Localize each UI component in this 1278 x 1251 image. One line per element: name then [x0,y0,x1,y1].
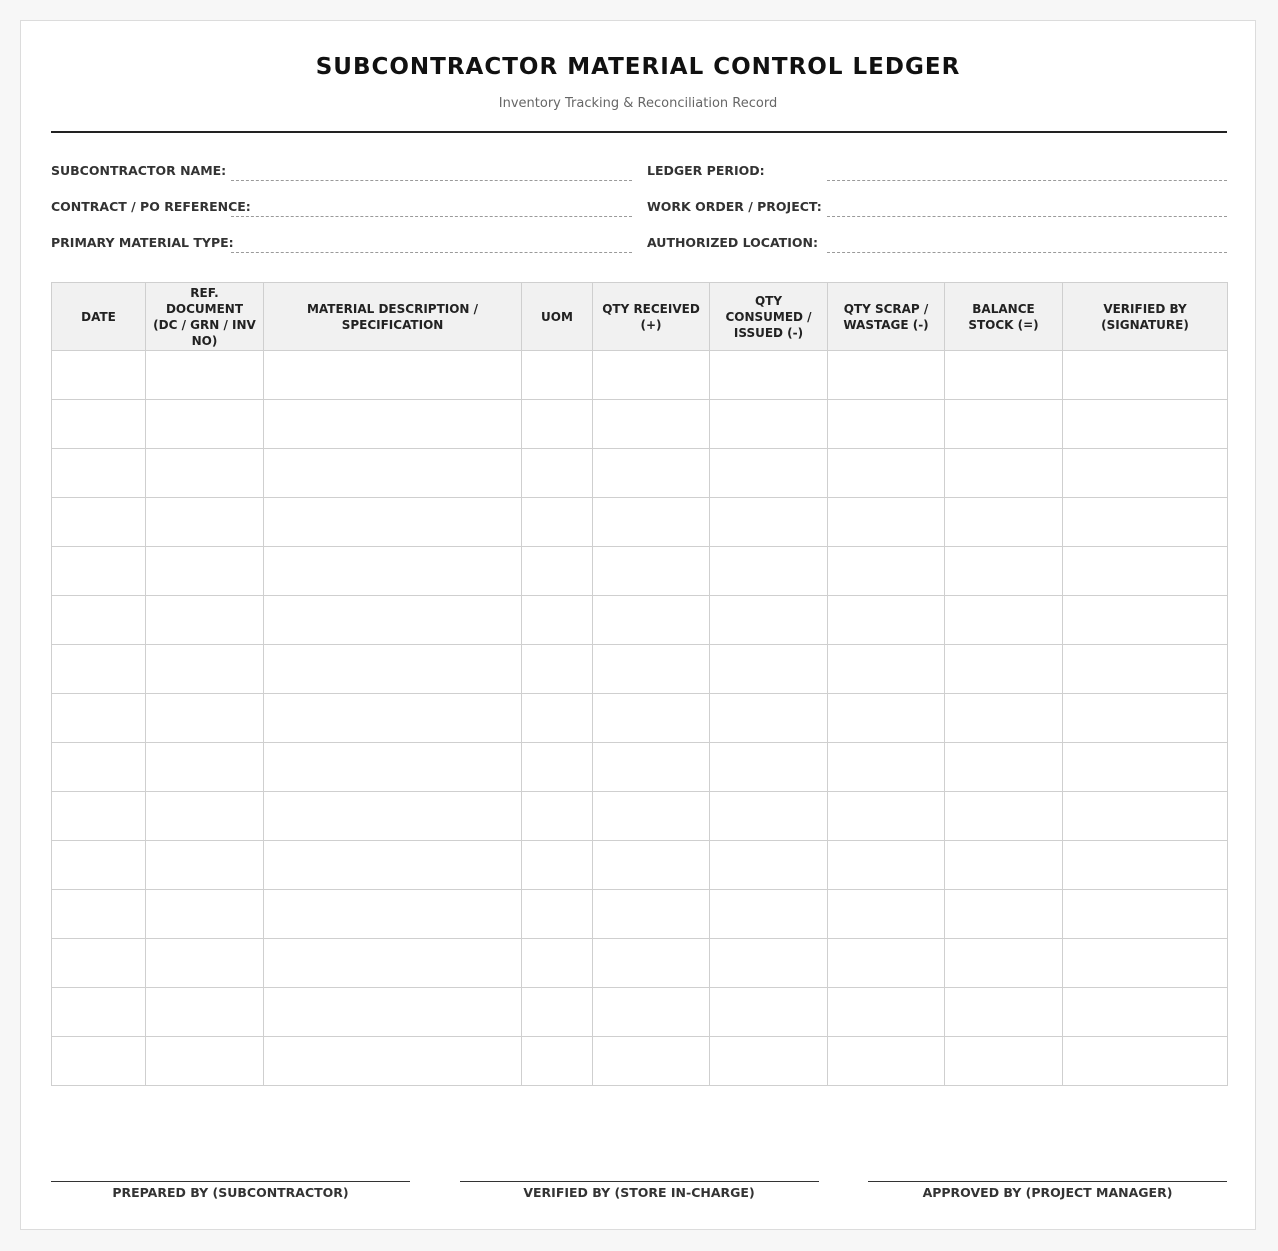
cell-uom[interactable] [522,547,593,596]
cell-uom[interactable] [522,596,593,645]
cell-ref-document[interactable] [146,988,264,1037]
table-row [52,596,1228,645]
table-header-row [52,283,1228,351]
cell-ref-document[interactable] [146,792,264,841]
cell-date[interactable] [52,1037,146,1086]
cell-verified-by[interactable] [1063,645,1228,694]
primary-material-type-field [51,231,632,253]
verified-by-signature[interactable]: VERIFIED BY (STORE IN-CHARGE) [460,1181,819,1200]
column-header-verified-by: VERIFIED BY (SIGNATURE) [1063,283,1228,351]
cell-qty-received[interactable] [593,841,710,890]
cell-qty-received[interactable] [593,1037,710,1086]
primary-material-type-label: PRIMARY MATERIAL TYPE: [51,235,234,250]
cell-uom[interactable] [522,400,593,449]
cell-material-description[interactable] [264,792,522,841]
cell-ref-document[interactable] [146,890,264,939]
cell-qty-consumed[interactable] [710,743,828,792]
ledger-period-label: LEDGER PERIOD: [647,163,765,178]
cell-qty-received[interactable] [593,694,710,743]
cell-qty-received[interactable] [593,596,710,645]
cell-qty-received[interactable] [593,939,710,988]
cell-ref-document[interactable] [146,449,264,498]
cell-qty-scrap[interactable] [828,890,945,939]
cell-qty-consumed[interactable] [710,547,828,596]
cell-material-description[interactable] [264,939,522,988]
cell-qty-received[interactable] [593,988,710,1037]
cell-qty-scrap[interactable] [828,988,945,1037]
cell-uom[interactable] [522,743,593,792]
table-row [52,890,1228,939]
ledger-period-line[interactable] [827,159,1227,181]
table-row [52,351,1228,400]
cell-material-description[interactable] [264,743,522,792]
contract-po-reference-field [51,195,632,217]
cell-balance-stock[interactable] [945,400,1063,449]
cell-qty-consumed[interactable] [710,1037,828,1086]
cell-qty-scrap[interactable] [828,449,945,498]
table-row [52,449,1228,498]
authorized-location-line[interactable] [827,231,1227,253]
cell-uom[interactable] [522,694,593,743]
cell-qty-received[interactable] [593,792,710,841]
page-subtitle: Inventory Tracking & Reconciliation Record [498,96,778,111]
cell-ref-document[interactable] [146,841,264,890]
details-row [51,231,1227,267]
cell-date[interactable] [52,939,146,988]
cell-balance-stock[interactable] [945,351,1063,400]
cell-qty-scrap[interactable] [828,400,945,449]
table-row [52,792,1228,841]
cell-qty-received[interactable] [593,645,710,694]
cell-ref-document[interactable] [146,743,264,792]
cell-qty-received[interactable] [593,351,710,400]
table-row [52,939,1228,988]
table-row [52,743,1228,792]
cell-uom[interactable] [522,449,593,498]
table-row [52,694,1228,743]
cell-verified-by[interactable] [1063,351,1228,400]
cell-ref-document[interactable] [146,547,264,596]
cell-verified-by[interactable] [1063,596,1228,645]
work-order-project-label: WORK ORDER / PROJECT: [647,199,822,214]
cell-qty-consumed[interactable] [710,939,828,988]
details-row [51,159,1227,195]
cell-uom[interactable] [522,841,593,890]
table-row [52,498,1228,547]
cell-balance-stock[interactable] [945,841,1063,890]
cell-material-description[interactable] [264,498,522,547]
column-header-uom: UOM [522,283,593,351]
signature-block [51,1181,1227,1200]
cell-qty-scrap[interactable] [828,547,945,596]
cell-date[interactable] [52,645,146,694]
authorized-location-label: AUTHORIZED LOCATION: [647,235,818,250]
cell-qty-consumed[interactable] [710,694,828,743]
subcontractor-name-field [51,159,632,181]
cell-date[interactable] [52,400,146,449]
cell-uom[interactable] [522,939,593,988]
cell-date[interactable] [52,890,146,939]
cell-qty-scrap[interactable] [828,841,945,890]
cell-ref-document[interactable] [146,645,264,694]
subcontractor-name-label: SUBCONTRACTOR NAME: [51,163,227,178]
cell-material-description[interactable] [264,400,522,449]
cell-qty-scrap[interactable] [828,1037,945,1086]
cell-date[interactable] [52,743,146,792]
cell-qty-scrap[interactable] [828,645,945,694]
column-header-date: DATE [52,283,146,351]
cell-balance-stock[interactable] [945,694,1063,743]
cell-date[interactable] [52,351,146,400]
cell-balance-stock[interactable] [945,547,1063,596]
cell-ref-document[interactable] [146,694,264,743]
cell-verified-by[interactable] [1063,1037,1228,1086]
cell-uom[interactable] [522,498,593,547]
cell-qty-scrap[interactable] [828,792,945,841]
prepared-by-signature[interactable]: PREPARED BY (SUBCONTRACTOR) [51,1181,410,1200]
cell-date[interactable] [52,694,146,743]
cell-uom[interactable] [522,890,593,939]
cell-uom[interactable] [522,988,593,1037]
cell-date[interactable] [52,596,146,645]
column-header-material-description: MATERIAL DESCRIPTION / SPECIFICATION [264,283,522,351]
cell-qty-scrap[interactable] [828,694,945,743]
details-row [51,195,1227,231]
contract-po-reference-label: CONTRACT / PO REFERENCE: [51,199,251,214]
cell-balance-stock[interactable] [945,645,1063,694]
cell-qty-scrap[interactable] [828,351,945,400]
work-order-project-field [647,195,1227,217]
cell-qty-consumed[interactable] [710,400,828,449]
cell-material-description[interactable] [264,449,522,498]
cell-date[interactable] [52,792,146,841]
cell-verified-by[interactable] [1063,890,1228,939]
cell-verified-by[interactable] [1063,449,1228,498]
table-row [52,988,1228,1037]
page-title: SUBCONTRACTOR MATERIAL CONTROL LEDGER [315,54,961,80]
table-row [52,547,1228,596]
table-row [52,841,1228,890]
cell-balance-stock[interactable] [945,498,1063,547]
cell-qty-received[interactable] [593,547,710,596]
cell-qty-consumed[interactable] [710,596,828,645]
ledger-details [51,159,1227,267]
primary-material-type-line[interactable] [231,231,632,253]
table-row [52,400,1228,449]
cell-uom[interactable] [522,645,593,694]
cell-verified-by[interactable] [1063,498,1228,547]
ledger-body [52,351,1228,1086]
cell-qty-received[interactable] [593,449,710,498]
contract-po-reference-line[interactable] [231,195,632,217]
cell-qty-received[interactable] [593,498,710,547]
cell-qty-scrap[interactable] [828,596,945,645]
cell-qty-consumed[interactable] [710,645,828,694]
cell-qty-consumed[interactable] [710,792,828,841]
authorized-location-field [647,231,1227,253]
cell-qty-consumed[interactable] [710,890,828,939]
approved-by-signature[interactable]: APPROVED BY (PROJECT MANAGER) [868,1181,1227,1200]
cell-ref-document[interactable] [146,596,264,645]
cell-balance-stock[interactable] [945,890,1063,939]
cell-qty-consumed[interactable] [710,449,828,498]
ledger-page [20,20,1256,1230]
cell-material-description[interactable] [264,1037,522,1086]
cell-verified-by[interactable] [1063,400,1228,449]
cell-balance-stock[interactable] [945,596,1063,645]
cell-qty-scrap[interactable] [828,498,945,547]
cell-qty-received[interactable] [593,400,710,449]
cell-ref-document[interactable] [146,351,264,400]
cell-balance-stock[interactable] [945,1037,1063,1086]
cell-ref-document[interactable] [146,498,264,547]
cell-date[interactable] [52,841,146,890]
cell-ref-document[interactable] [146,939,264,988]
cell-material-description[interactable] [264,645,522,694]
cell-uom[interactable] [522,351,593,400]
cell-material-description[interactable] [264,841,522,890]
cell-balance-stock[interactable] [945,792,1063,841]
ledger-period-field [647,159,1227,181]
cell-date[interactable] [52,498,146,547]
column-header-qty-consumed: QTY CONSUMED / ISSUED (-) [710,283,828,351]
cell-ref-document[interactable] [146,1037,264,1086]
cell-balance-stock[interactable] [945,449,1063,498]
cell-uom[interactable] [522,792,593,841]
cell-verified-by[interactable] [1063,743,1228,792]
column-header-qty-scrap: QTY SCRAP / WASTAGE (-) [828,283,945,351]
cell-qty-consumed[interactable] [710,498,828,547]
table-row [52,645,1228,694]
cell-material-description[interactable] [264,694,522,743]
cell-material-description[interactable] [264,988,522,1037]
cell-qty-scrap[interactable] [828,939,945,988]
work-order-project-line[interactable] [827,195,1227,217]
subcontractor-name-line[interactable] [231,159,632,181]
cell-uom[interactable] [522,1037,593,1086]
cell-verified-by[interactable] [1063,547,1228,596]
cell-material-description[interactable] [264,547,522,596]
cell-ref-document[interactable] [146,400,264,449]
cell-verified-by[interactable] [1063,841,1228,890]
cell-qty-consumed[interactable] [710,988,828,1037]
cell-qty-consumed[interactable] [710,841,828,890]
cell-qty-received[interactable] [593,890,710,939]
table-row [52,1037,1228,1086]
cell-qty-consumed[interactable] [710,351,828,400]
cell-date[interactable] [52,988,146,1037]
cell-material-description[interactable] [264,596,522,645]
column-header-qty-received: QTY RECEIVED (+) [593,283,710,351]
cell-material-description[interactable] [264,351,522,400]
cell-balance-stock[interactable] [945,939,1063,988]
material-ledger-table [51,282,1228,1086]
cell-balance-stock[interactable] [945,988,1063,1037]
cell-qty-received[interactable] [593,743,710,792]
cell-verified-by[interactable] [1063,939,1228,988]
cell-date[interactable] [52,547,146,596]
header-divider [51,131,1227,133]
cell-verified-by[interactable] [1063,792,1228,841]
cell-qty-scrap[interactable] [828,743,945,792]
cell-verified-by[interactable] [1063,988,1228,1037]
column-header-balance-stock: BALANCE STOCK (=) [945,283,1063,351]
column-header-ref-document: REF. DOCUMENT (DC / GRN / INV NO) [146,283,264,351]
cell-material-description[interactable] [264,890,522,939]
cell-verified-by[interactable] [1063,694,1228,743]
cell-date[interactable] [52,449,146,498]
cell-balance-stock[interactable] [945,743,1063,792]
